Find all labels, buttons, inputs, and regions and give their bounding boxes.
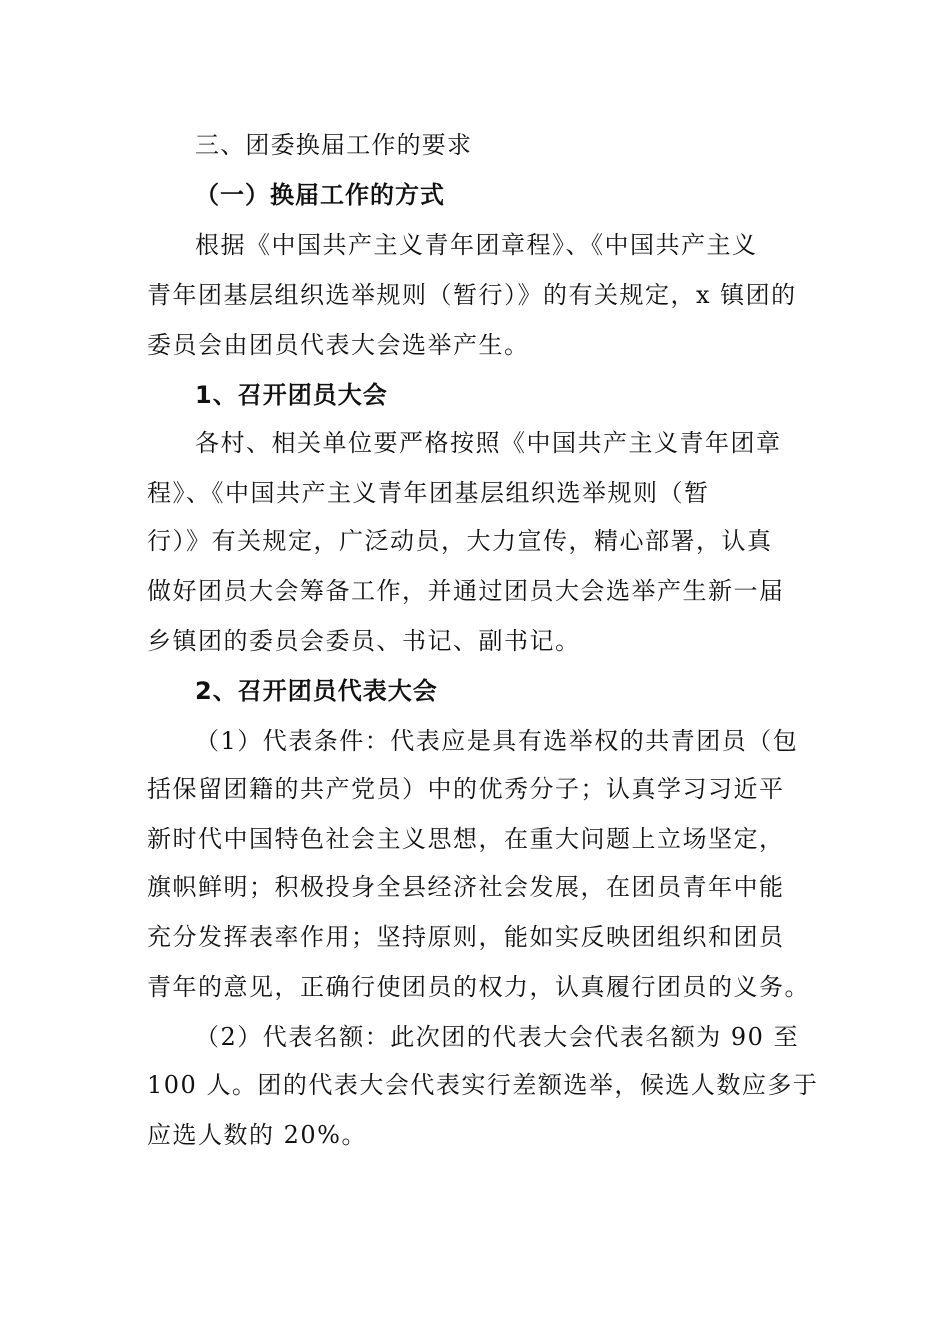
paragraph-1-line-2: 青年团基层组织选举规则（暂行）》的有关规定，x 镇团的: [147, 281, 797, 309]
paragraph-3-line-5: 充分发挥表率作用；坚持原则，能如实反映团组织和团员: [147, 923, 785, 951]
paragraph-2-line-1: 各村、相关单位要严格按照《中国共产主义青年团章: [195, 429, 782, 457]
paragraph-2-line-4: 做好团员大会筹备工作，并通过团员大会选举产生新一届: [147, 577, 785, 605]
paragraph-1-line-1: 根据《中国共产主义青年团章程》、《中国共产主义: [195, 231, 758, 259]
paragraph-3-line-3: 新时代中国特色社会主义思想，在重大问题上立场坚定，: [147, 825, 785, 853]
paragraph-1-line-3: 委员会由团员代表大会选举产生。: [147, 331, 530, 359]
paragraph-3-line-4: 旗帜鲜明；积极投身全县经济社会发展，在团员青年中能: [147, 873, 785, 901]
paragraph-3-line-6: 青年的意见，正确行使团员的权力，认真履行团员的义务。: [147, 973, 810, 1001]
item-2-title: 2、召开团员代表大会: [195, 677, 438, 705]
paragraph-2-line-5: 乡镇团的委员会委员、书记、副书记。: [147, 627, 581, 655]
paragraph-3-line-2: 括保留团籍的共产党员）中的优秀分子；认真学习习近平: [147, 775, 785, 803]
paragraph-4-line-3: 应选人数的 20%。: [147, 1121, 367, 1149]
paragraph-3-line-1: （1）代表条件：代表应是具有选举权的共青团员（包: [195, 727, 799, 755]
paragraph-4-line-1: （2）代表名额：此次团的代表大会代表名额为 90 至: [195, 1023, 800, 1051]
paragraph-4-line-2: 100 人。团的代表大会代表实行差额选举，候选人数应多于: [147, 1071, 819, 1099]
paragraph-2-line-3: 行）》有关规定，广泛动员，大力宣传，精心部署，认真: [147, 527, 773, 555]
item-1-title: 1、召开团员大会: [195, 381, 388, 409]
subsection-title: （一）换届工作的方式: [195, 181, 445, 209]
paragraph-2-line-2: 程》、《中国共产主义青年团基层组织选举规则（暂: [147, 479, 710, 507]
section-title: 三、团委换届工作的要求: [195, 131, 473, 159]
